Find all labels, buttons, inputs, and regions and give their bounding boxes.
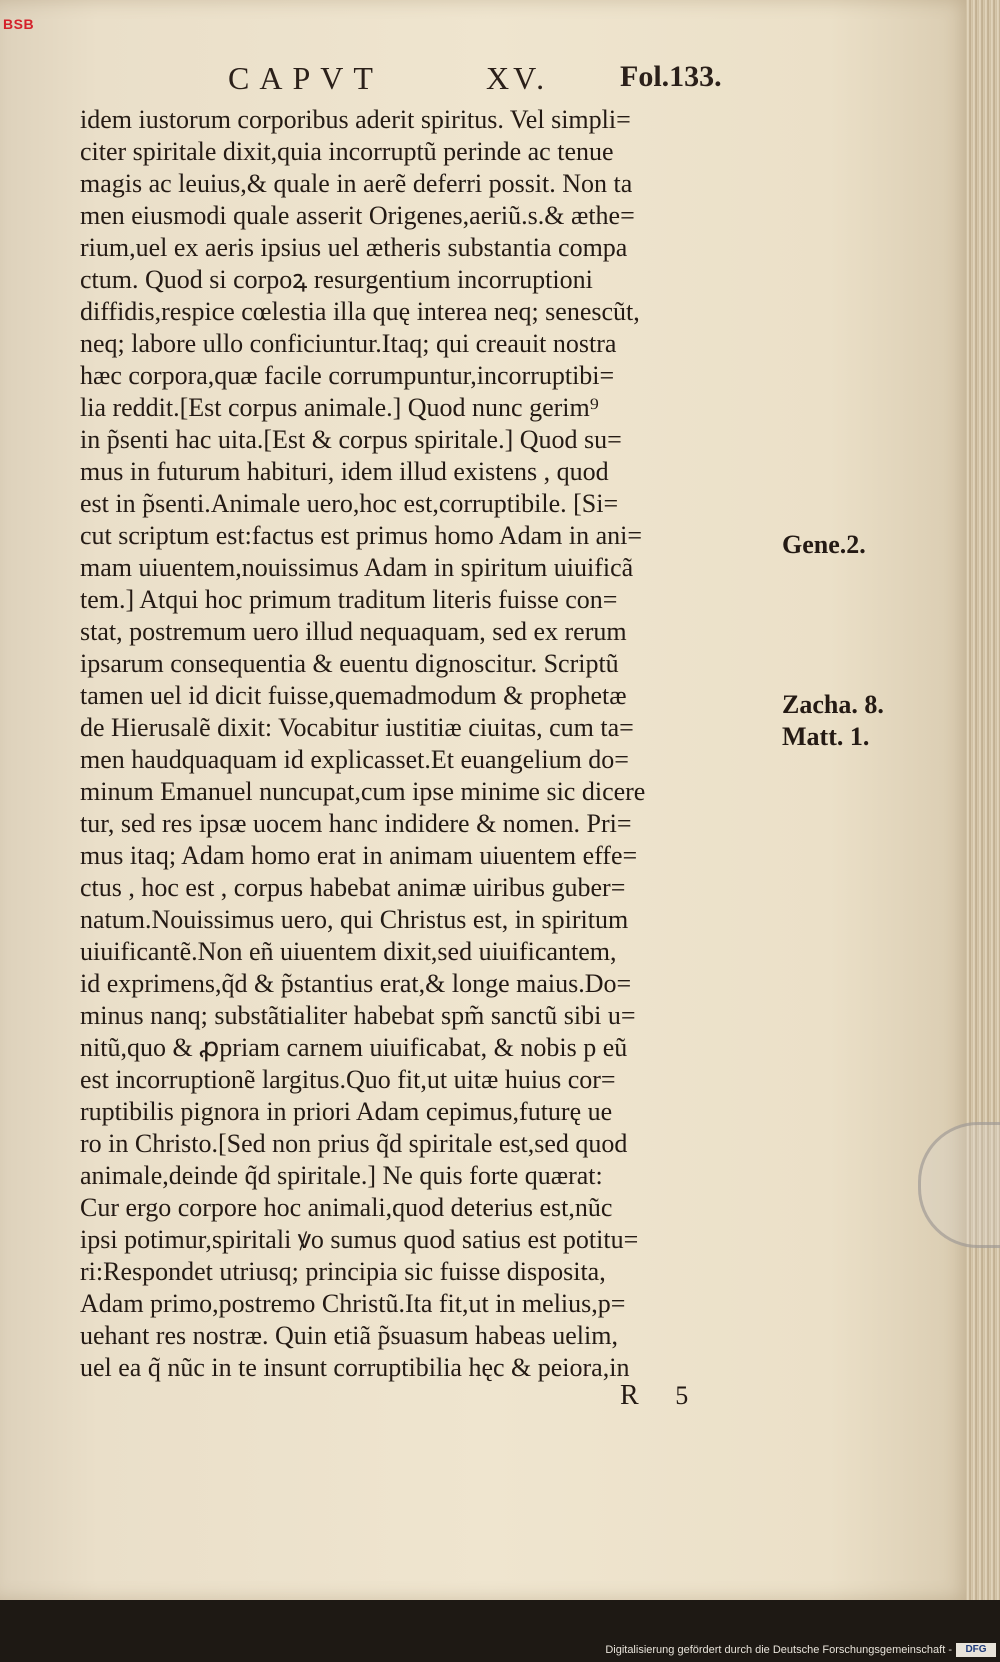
text-line: est in p̃senti.Animale uero,hoc est,corruptibile. [Si= xyxy=(80,489,619,518)
footer-credit: Digitalisierung gefördert durch die Deutsche Forschungsgemeinschaft - xyxy=(605,1644,952,1656)
text-line: uel ea q̃ nũc in te insunt corruptibilia hęc & peiora,in xyxy=(80,1353,630,1382)
text-line: citer spiritale dixit,quia incorruptũ perinde ac tenue xyxy=(80,137,614,166)
text-line: minus nanq; substãtialiter habebat spm̃ sanctũ sibi u= xyxy=(80,1001,636,1030)
header-chapter: XV. xyxy=(486,60,549,96)
text-line: ctus , hoc est , corpus habebat animæ uiribus guber= xyxy=(80,873,626,902)
running-header xyxy=(0,60,1000,100)
text-line: mam uiuentem,nouissimus Adam in spiritum uiuificã xyxy=(80,553,634,582)
text-line: de Hierusalẽ dixit: Vocabitur iustitiæ ciuitas, cum ta= xyxy=(80,713,634,742)
text-line: tamen uel id dicit fuisse,quemadmodum & prophetæ xyxy=(80,681,627,710)
text-line: Adam primo,postremo Christũ.Ita fit,ut in melius,p= xyxy=(80,1289,626,1318)
text-line: tur, sed res ipsæ uocem hanc indidere & nomen. Pri= xyxy=(80,809,632,838)
text-line: ruptibilis pignora in priori Adam cepimus,futurę ue xyxy=(80,1097,613,1126)
text-line: in p̃senti hac uita.[Est & corpus spiritale.] Quod su= xyxy=(80,425,622,454)
dfg-logo-icon: DFG xyxy=(956,1643,996,1657)
text-line: men eiusmodi quale asserit Origenes,aeriũ.s.& æthe= xyxy=(80,201,635,230)
signature-number: 5 xyxy=(675,1381,689,1410)
text-line: uehant res nostræ. Quin etiã p̃suasum habeas uelim, xyxy=(80,1321,618,1350)
text-line: lia reddit.[Est corpus animale.] Quod nunc gerim⁹ xyxy=(80,393,599,422)
text-line: nitũ,quo & ꝓpriam carnem uiuificabat, & nobis p eũ xyxy=(80,1033,628,1062)
text-line: neq; labore ullo conficiuntur.Itaq; qui creauit nostra xyxy=(80,329,617,358)
signature-mark xyxy=(620,1380,688,1412)
text-line: animale,deinde q̃d spiritale.] Ne quis forte quærat: xyxy=(80,1161,603,1190)
text-line: est incorruptionẽ largitus.Quo fit,ut uitæ huius cor= xyxy=(80,1065,616,1094)
text-line: ipsarum consequentia & euentu dignoscitur. Scriptũ xyxy=(80,649,619,678)
text-line: cut scriptum est:factus est primus homo Adam in ani= xyxy=(80,521,643,550)
text-line: magis ac leuius,& quale in aerẽ deferri possit. Non ta xyxy=(80,169,633,198)
text-line: idem iustorum corporibus aderit spiritus. Vel simpli= xyxy=(80,105,631,134)
text-line: diffidis,respice cœlestia illa quę interea neq; senescũt, xyxy=(80,297,640,326)
text-line: ro in Christo.[Sed non prius q̃d spiritale est,sed quod xyxy=(80,1129,628,1158)
text-line: mus in futurum habituri, idem illud existens , quod xyxy=(80,457,609,486)
text-line: stat, postremum uero illud nequaquam, sed ex rerum xyxy=(80,617,627,646)
footer-bar xyxy=(0,1600,1000,1662)
text-line: hæc corpora,quæ facile corrumpuntur,incorruptibi= xyxy=(80,361,615,390)
margin-note-zacharias: Zacha. 8. xyxy=(782,690,884,719)
margin-note-genesis: Gene.2. xyxy=(782,530,866,559)
text-line: natum.Nouissimus uero, qui Christus est, in spiritum xyxy=(80,905,629,934)
text-line: ipsi potimur,spiritali ꝟo sumus quod satius est potitu= xyxy=(80,1225,639,1254)
page-edges xyxy=(966,0,1000,1600)
text-line: minum Emanuel nuncupat,cum ipse minime sic dicere xyxy=(80,777,646,806)
header-caput: CAPVT xyxy=(228,60,383,96)
text-line: ctum. Quod si corpoꝝ resurgentium incorruptioni xyxy=(80,265,593,294)
signature-letter: R xyxy=(620,1380,639,1411)
bsb-watermark: BSB xyxy=(3,16,35,32)
text-line: ri:Respondet utriusq; principia sic fuisse disposita, xyxy=(80,1257,606,1286)
text-line: uiuificantẽ.Non eñ uiuentem dixit,sed uiuificantem, xyxy=(80,937,617,966)
body-text xyxy=(80,104,780,1384)
text-line: id exprimens,q̃d & p̃stantius erat,& longe maius.Do= xyxy=(80,969,632,998)
header-folio: Fol.133. xyxy=(620,60,722,93)
margin-note-matthew: Matt. 1. xyxy=(782,722,870,751)
text-line: tem.] Atqui hoc primum traditum literis fuisse con= xyxy=(80,585,618,614)
text-line: mus itaq; Adam homo erat in animam uiuentem effe= xyxy=(80,841,638,870)
text-line: Cur ergo corpore hoc animali,quod deterius est,nũc xyxy=(80,1193,613,1222)
text-line: men haudquaquam id explicasset.Et euangelium do= xyxy=(80,745,629,774)
text-line: rium,uel ex aeris ipsius uel ætheris substantia compa xyxy=(80,233,628,262)
